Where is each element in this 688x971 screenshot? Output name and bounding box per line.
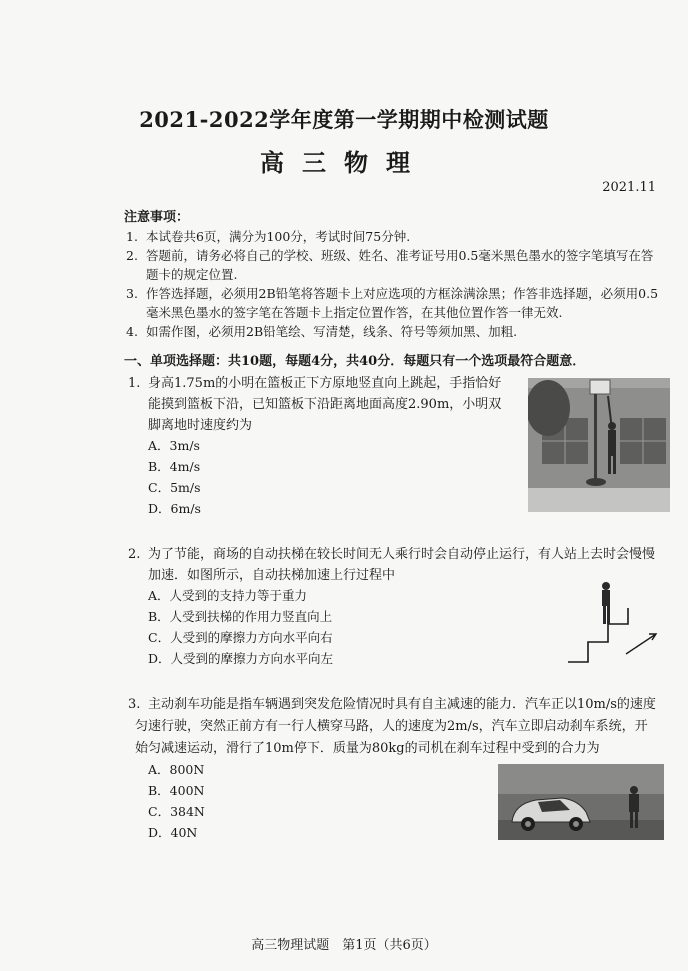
question-2-option-d[interactable]: D．人受到的摩擦力方向水平向左	[148, 651, 334, 666]
question-1-option-c[interactable]: C．5m/s	[148, 480, 201, 495]
note-number: 1.	[126, 229, 138, 244]
note-item	[126, 322, 517, 341]
section-heading: 一、单项选择题：共10题，每题4分，共40分．每题只有一个选项最符合题意．	[124, 354, 586, 369]
page-footer: 高三物理试题 第1页（共6页）	[251, 938, 437, 953]
note-text: 本试卷共6页，满分为100分，考试时间75分钟.	[146, 229, 411, 244]
note-number: 2.	[126, 248, 138, 263]
question-2-option-b[interactable]: B．人受到扶梯的作用力竖直向上	[148, 609, 333, 624]
question-2-option-a[interactable]: A．人受到的支持力等于重力	[148, 588, 308, 603]
question-2-number: 2.	[128, 547, 141, 562]
note-text-continued: 题卡的规定位置.	[146, 267, 238, 282]
question-1-stem: 能摸到篮板下沿，已知篮板下沿距离地面高度2.90m，小明双	[148, 397, 502, 412]
question-3-number: 3.	[128, 697, 141, 712]
question-1-option-b[interactable]: B．4m/s	[148, 459, 201, 474]
note-number: 4.	[126, 324, 138, 339]
exam-subject: 高三物理	[260, 148, 428, 177]
escalator-figure	[566, 576, 666, 668]
note-item	[126, 227, 410, 246]
note-text-continued: 毫米黑色墨水的签字笔在答题卡上指定位置作答，在其他位置作答一律无效.	[146, 305, 563, 320]
note-item	[126, 284, 658, 303]
question-2-option-c[interactable]: C．人受到的摩擦力方向水平向右	[148, 630, 333, 645]
car-pedestrian-photo	[498, 764, 664, 840]
question-1-option-d[interactable]: D．6m/s	[148, 501, 201, 516]
question-3-option-b[interactable]: B．400N	[148, 783, 205, 798]
question-3-stem: 主动刹车功能是指车辆遇到突发危险情况时具有自主减速的能力．汽车正以10m/s的速度	[148, 697, 656, 712]
exam-title: 2021-2022学年度第一学期期中检测试题	[139, 107, 549, 132]
question-3-option-c[interactable]: C．384N	[148, 804, 205, 819]
notes-title: 注意事项：	[124, 210, 190, 225]
question-3-stem: 匀速行驶，突然正前方有一行人横穿马路，人的速度为2m/s，汽车立即启动刹车系统，开	[135, 719, 648, 734]
question-3-stem: 始匀减速运动，滑行了10m停下．质量为80kg的司机在刹车过程中受到的合力为	[135, 741, 600, 756]
question-2-stem: 为了节能，商场的自动扶梯在较长时间无人乘行时会自动停止运行，有人站上去时会慢慢	[148, 547, 656, 562]
note-item	[126, 246, 653, 265]
note-text: 作答选择题，必须用2B铅笔将答题卡上对应选项的方框涂满涂黑；作答非选择题，必须用0.5	[146, 286, 659, 301]
question-1-stem: 身高1.75m的小明在篮板正下方原地竖直向上跳起，手指恰好	[148, 376, 502, 391]
question-2-stem: 加速．如图所示，自动扶梯加速上行过程中	[148, 568, 396, 583]
exam-date: 2021.11	[602, 180, 656, 195]
question-1-number: 1.	[128, 376, 141, 391]
question-1-option-a[interactable]: A．3m/s	[148, 438, 200, 453]
question-1-stem: 脚离地时速度约为	[148, 418, 253, 433]
basketball-hoop-photo	[528, 378, 670, 512]
question-3-option-d[interactable]: D．40N	[148, 825, 198, 840]
question-3-option-a[interactable]: A．800N	[148, 762, 205, 777]
note-number: 3.	[126, 286, 138, 301]
note-text: 答题前，请务必将自己的学校、班级、姓名、准考证号用0.5毫米黑色墨水的签字笔填写在答	[146, 248, 654, 263]
note-text: 如需作图，必须用2B铅笔绘、写清楚，线条、符号等须加黑、加粗.	[146, 324, 518, 339]
